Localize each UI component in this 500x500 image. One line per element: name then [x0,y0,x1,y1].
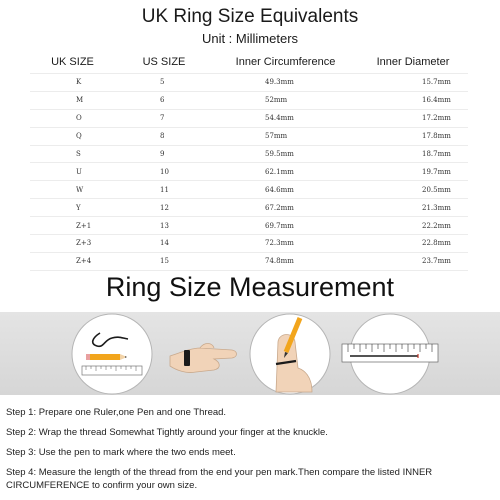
uk-size-cell: Z+1 [30,217,115,235]
circumference-cell: 57mm [213,127,358,145]
ring-size-table [30,51,468,271]
diameter-cell: 16.4mm [358,91,468,109]
instructions [6,406,496,499]
unit-label: Unit : Millimeters [201,31,299,46]
us-size-cell: 7 [115,109,213,127]
tools-circle [72,314,152,394]
diameter-cell: 19.7mm [358,163,468,181]
step-4: Step 4: Measure the length of the thread from the end your pen mark.Then compare the listed INNER CIRCUMFERENCE to confirm your own size. [6,467,433,491]
uk-size-cell: Y [30,199,115,217]
uk-size-cell: Q [30,127,115,145]
header-uk-size: UK SIZE [51,56,94,68]
us-size-cell: 13 [115,217,213,235]
table-header-row [30,51,468,74]
table-row [30,199,468,217]
circumference-cell: 59.5mm [213,145,358,163]
table-row [30,145,468,163]
diameter-cell: 15.7mm [358,74,468,92]
table-row [30,91,468,109]
diameter-cell: 22.8mm [358,235,468,253]
circumference-cell: 52mm [213,91,358,109]
header-inner-circumference: Inner Circumference [235,56,336,68]
us-size-cell: 5 [115,74,213,92]
diameter-cell: 17.2mm [358,109,468,127]
table-row [30,235,468,253]
us-size-cell: 10 [115,163,213,181]
us-size-cell: 14 [115,235,213,253]
table-row [30,252,468,270]
diameter-cell: 20.5mm [358,181,468,199]
table-row [30,181,468,199]
step-2: Step 2: Wrap the thread Somewhat Tightly around your finger at the knuckle. [6,427,328,438]
table-row [30,74,468,92]
us-size-cell: 8 [115,127,213,145]
uk-size-cell: S [30,145,115,163]
us-size-cell: 9 [115,145,213,163]
diameter-cell: 21.3mm [358,199,468,217]
circumference-cell: 74.8mm [213,252,358,270]
step-3: Step 3: Use the pen to mark where the two ends meet. [6,447,236,458]
circumference-cell: 62.1mm [213,163,358,181]
circumference-cell: 54.4mm [213,109,358,127]
diameter-cell: 18.7mm [358,145,468,163]
circumference-cell: 67.2mm [213,199,358,217]
us-size-cell: 12 [115,199,213,217]
hand-icon [170,344,237,373]
circumference-cell: 69.7mm [213,217,358,235]
page-title: UK Ring Size Equivalents [141,6,359,27]
us-size-cell: 15 [115,252,213,270]
table-row [30,163,468,181]
measurement-heading: Ring Size Measurement [105,272,395,302]
header-inner-diameter: Inner Diameter [376,56,450,68]
uk-size-cell: O [30,109,115,127]
table-row [30,127,468,145]
header-us-size: US SIZE [142,56,186,68]
circumference-cell: 49.3mm [213,74,358,92]
table-body [30,74,468,271]
step-1: Step 1: Prepare one Ruler,one Pen and one Thread. [6,407,227,418]
finger-mark-circle [250,314,330,394]
ruler-measure-icon [342,344,438,362]
pencil-icon [86,354,127,360]
diameter-cell: 22.2mm [358,217,468,235]
uk-size-cell: U [30,163,115,181]
circumference-cell: 72.3mm [213,235,358,253]
uk-size-cell: W [30,181,115,199]
ruler-icon [82,366,142,375]
uk-size-cell: Z+3 [30,235,115,253]
measurement-illustration [0,312,500,395]
diameter-cell: 23.7mm [358,252,468,270]
uk-size-cell: K [30,74,115,92]
diameter-cell: 17.8mm [358,127,468,145]
uk-size-cell: Z+4 [30,252,115,270]
uk-size-cell: M [30,91,115,109]
us-size-cell: 11 [115,181,213,199]
us-size-cell: 6 [115,91,213,109]
table-row [30,217,468,235]
ruler-measure-circle [342,314,438,394]
circumference-cell: 64.6mm [213,181,358,199]
table-row [30,109,468,127]
